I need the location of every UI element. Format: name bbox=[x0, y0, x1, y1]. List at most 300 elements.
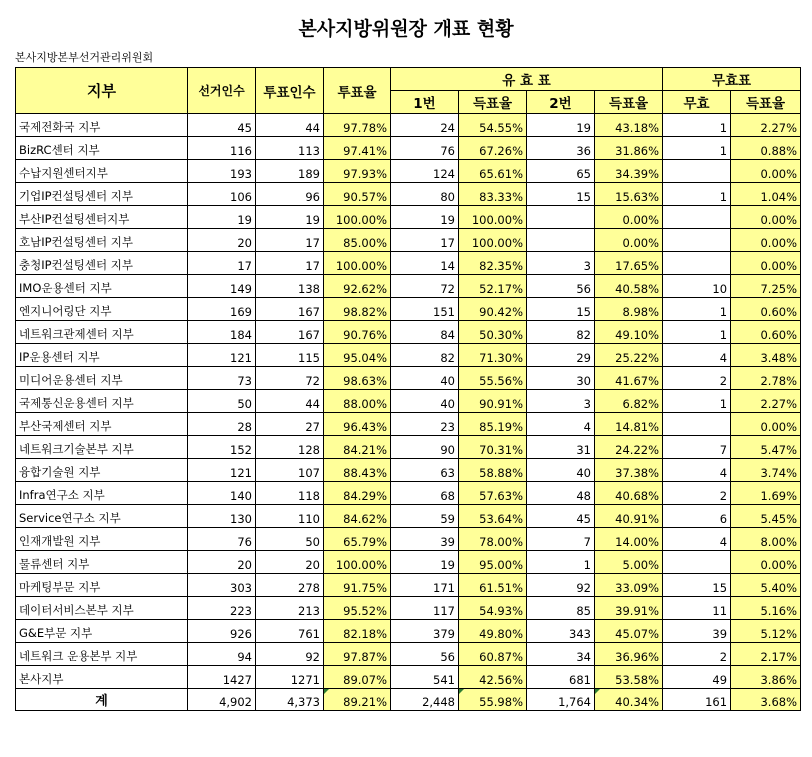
cell-electors: 28 bbox=[188, 413, 256, 436]
cell-invalid-count: 1 bbox=[663, 114, 731, 137]
cell-electors: 130 bbox=[188, 505, 256, 528]
cell-electors: 50 bbox=[188, 390, 256, 413]
table-row bbox=[16, 551, 801, 574]
cell-voters: 189 bbox=[256, 160, 324, 183]
table-row bbox=[16, 436, 801, 459]
cell-cand1: 56 bbox=[391, 643, 459, 666]
cell-cand1: 541 bbox=[391, 666, 459, 689]
cell-invalid-count: 1 bbox=[663, 137, 731, 160]
cell-rate1: 71.30% bbox=[459, 344, 527, 367]
cell-cand1: 40 bbox=[391, 367, 459, 390]
cell-rate1: 70.31% bbox=[459, 436, 527, 459]
table-row bbox=[16, 252, 801, 275]
cell-turnout: 90.57% bbox=[324, 183, 391, 206]
cell-turnout: 82.18% bbox=[324, 620, 391, 643]
cell-invalid-rate: 2.27% bbox=[731, 114, 801, 137]
cell-cand1: 80 bbox=[391, 183, 459, 206]
cell-invalid-rate: 5.16% bbox=[731, 597, 801, 620]
table-row bbox=[16, 344, 801, 367]
cell-turnout: 92.62% bbox=[324, 275, 391, 298]
cell-turnout: 100.00% bbox=[324, 551, 391, 574]
cell-rate2: 17.65% bbox=[595, 252, 663, 275]
cell-rate1: 95.00% bbox=[459, 551, 527, 574]
cell-turnout: 91.75% bbox=[324, 574, 391, 597]
cell-branch: IMO운용센터 지부 bbox=[16, 275, 188, 298]
cell-rate2: 37.38% bbox=[595, 459, 663, 482]
cell-rate2: 8.98% bbox=[595, 298, 663, 321]
cell-cand2 bbox=[527, 229, 595, 252]
total-invalid-count: 161 bbox=[663, 689, 731, 711]
header-turnout: 투표율 bbox=[324, 68, 391, 114]
cell-turnout: 96.43% bbox=[324, 413, 391, 436]
cell-turnout: 65.79% bbox=[324, 528, 391, 551]
cell-branch: 마케팅부문 지부 bbox=[16, 574, 188, 597]
cell-voters: 213 bbox=[256, 597, 324, 620]
table-row bbox=[16, 114, 801, 137]
page-subtitle: 본사지방본부선거관리위원회 bbox=[15, 51, 154, 64]
table-row bbox=[16, 597, 801, 620]
cell-rate2: 40.91% bbox=[595, 505, 663, 528]
cell-turnout: 100.00% bbox=[324, 206, 391, 229]
cell-turnout: 98.82% bbox=[324, 298, 391, 321]
table-row bbox=[16, 183, 801, 206]
cell-rate1: 85.19% bbox=[459, 413, 527, 436]
table-row bbox=[16, 413, 801, 436]
cell-cand2 bbox=[527, 206, 595, 229]
header-branch: 지부 bbox=[16, 68, 188, 114]
cell-electors: 149 bbox=[188, 275, 256, 298]
cell-invalid-rate: 5.12% bbox=[731, 620, 801, 643]
cell-voters: 17 bbox=[256, 252, 324, 275]
cell-cand1: 14 bbox=[391, 252, 459, 275]
vote-count-table bbox=[15, 67, 801, 711]
cell-invalid-count bbox=[663, 252, 731, 275]
cell-cand2: 1 bbox=[527, 551, 595, 574]
cell-cand1: 76 bbox=[391, 137, 459, 160]
cell-cand2: 7 bbox=[527, 528, 595, 551]
cell-branch: Infra연구소 지부 bbox=[16, 482, 188, 505]
cell-invalid-count bbox=[663, 413, 731, 436]
cell-voters: 167 bbox=[256, 298, 324, 321]
cell-invalid-count: 1 bbox=[663, 390, 731, 413]
cell-rate1: 55.56% bbox=[459, 367, 527, 390]
cell-cand1: 82 bbox=[391, 344, 459, 367]
cell-cand2: 82 bbox=[527, 321, 595, 344]
cell-invalid-count: 1 bbox=[663, 183, 731, 206]
cell-invalid-count: 1 bbox=[663, 298, 731, 321]
cell-branch: 네트워크기술본부 지부 bbox=[16, 436, 188, 459]
total-cand2: 1,764 bbox=[527, 689, 595, 711]
cell-voters: 761 bbox=[256, 620, 324, 643]
cell-cand1: 151 bbox=[391, 298, 459, 321]
cell-rate1: 52.17% bbox=[459, 275, 527, 298]
cell-cand1: 379 bbox=[391, 620, 459, 643]
cell-electors: 152 bbox=[188, 436, 256, 459]
cell-rate2: 24.22% bbox=[595, 436, 663, 459]
cell-electors: 169 bbox=[188, 298, 256, 321]
cell-electors: 121 bbox=[188, 459, 256, 482]
cell-invalid-count: 2 bbox=[663, 482, 731, 505]
cell-cand2: 29 bbox=[527, 344, 595, 367]
cell-rate2: 49.10% bbox=[595, 321, 663, 344]
cell-turnout: 97.93% bbox=[324, 160, 391, 183]
cell-branch: 호남IP컨설팅센터 지부 bbox=[16, 229, 188, 252]
table-row bbox=[16, 367, 801, 390]
cell-voters: 110 bbox=[256, 505, 324, 528]
cell-turnout: 97.78% bbox=[324, 114, 391, 137]
cell-invalid-rate: 7.25% bbox=[731, 275, 801, 298]
cell-electors: 76 bbox=[188, 528, 256, 551]
cell-electors: 20 bbox=[188, 551, 256, 574]
cell-invalid-rate: 3.48% bbox=[731, 344, 801, 367]
cell-cand2: 56 bbox=[527, 275, 595, 298]
cell-rate2: 25.22% bbox=[595, 344, 663, 367]
total-label: 계 bbox=[16, 689, 188, 711]
cell-cand1: 59 bbox=[391, 505, 459, 528]
cell-invalid-rate: 5.45% bbox=[731, 505, 801, 528]
cell-branch: 기업IP컨설팅센터 지부 bbox=[16, 183, 188, 206]
cell-voters: 92 bbox=[256, 643, 324, 666]
cell-voters: 27 bbox=[256, 413, 324, 436]
cell-rate2: 40.58% bbox=[595, 275, 663, 298]
cell-voters: 115 bbox=[256, 344, 324, 367]
cell-cand2: 92 bbox=[527, 574, 595, 597]
table-row bbox=[16, 482, 801, 505]
cell-rate1: 57.63% bbox=[459, 482, 527, 505]
cell-electors: 121 bbox=[188, 344, 256, 367]
cell-rate1: 82.35% bbox=[459, 252, 527, 275]
table-row bbox=[16, 275, 801, 298]
cell-cand1: 171 bbox=[391, 574, 459, 597]
cell-rate1: 42.56% bbox=[459, 666, 527, 689]
cell-rate1: 100.00% bbox=[459, 206, 527, 229]
total-rate1: 55.98% bbox=[459, 689, 527, 711]
cell-branch: 인재개발원 지부 bbox=[16, 528, 188, 551]
cell-invalid-count: 7 bbox=[663, 436, 731, 459]
cell-rate1: 61.51% bbox=[459, 574, 527, 597]
cell-rate2: 0.00% bbox=[595, 206, 663, 229]
cell-invalid-rate: 0.00% bbox=[731, 252, 801, 275]
cell-cand1: 84 bbox=[391, 321, 459, 344]
cell-invalid-rate: 3.74% bbox=[731, 459, 801, 482]
cell-rate1: 90.42% bbox=[459, 298, 527, 321]
cell-rate1: 50.30% bbox=[459, 321, 527, 344]
cell-branch: BizRC센터 지부 bbox=[16, 137, 188, 160]
cell-cand2: 36 bbox=[527, 137, 595, 160]
cell-turnout: 88.43% bbox=[324, 459, 391, 482]
cell-rate1: 60.87% bbox=[459, 643, 527, 666]
cell-branch: 국제통신운용센터 지부 bbox=[16, 390, 188, 413]
cell-invalid-rate: 0.00% bbox=[731, 206, 801, 229]
table-row bbox=[16, 137, 801, 160]
cell-invalid-count: 2 bbox=[663, 367, 731, 390]
cell-rate1: 78.00% bbox=[459, 528, 527, 551]
cell-invalid-count bbox=[663, 206, 731, 229]
cell-invalid-count bbox=[663, 160, 731, 183]
table-row bbox=[16, 298, 801, 321]
cell-rate1: 67.26% bbox=[459, 137, 527, 160]
cell-invalid-rate: 3.86% bbox=[731, 666, 801, 689]
cell-cand2: 3 bbox=[527, 252, 595, 275]
table-row bbox=[16, 459, 801, 482]
cell-invalid-rate: 0.00% bbox=[731, 229, 801, 252]
cell-branch: 본사지부 bbox=[16, 666, 188, 689]
header-rate1: 득표율 bbox=[459, 91, 527, 114]
cell-rate1: 54.93% bbox=[459, 597, 527, 620]
cell-electors: 223 bbox=[188, 597, 256, 620]
cell-rate2: 33.09% bbox=[595, 574, 663, 597]
cell-turnout: 84.62% bbox=[324, 505, 391, 528]
cell-cand1: 117 bbox=[391, 597, 459, 620]
total-invalid-rate: 3.68% bbox=[731, 689, 801, 711]
cell-invalid-count bbox=[663, 229, 731, 252]
cell-rate2: 43.18% bbox=[595, 114, 663, 137]
cell-turnout: 89.07% bbox=[324, 666, 391, 689]
cell-rate2: 36.96% bbox=[595, 643, 663, 666]
cell-invalid-rate: 8.00% bbox=[731, 528, 801, 551]
cell-turnout: 97.41% bbox=[324, 137, 391, 160]
cell-cand2: 31 bbox=[527, 436, 595, 459]
cell-branch: 수납지원센터지부 bbox=[16, 160, 188, 183]
header-invalid-count: 무효 bbox=[663, 91, 731, 114]
cell-cand2: 681 bbox=[527, 666, 595, 689]
cell-branch: 국제전화국 지부 bbox=[16, 114, 188, 137]
header-voters: 투표인수 bbox=[256, 68, 324, 114]
cell-invalid-count: 15 bbox=[663, 574, 731, 597]
cell-voters: 118 bbox=[256, 482, 324, 505]
cell-electors: 45 bbox=[188, 114, 256, 137]
cell-electors: 184 bbox=[188, 321, 256, 344]
table-row bbox=[16, 666, 801, 689]
cell-invalid-rate: 0.00% bbox=[731, 160, 801, 183]
cell-invalid-count: 4 bbox=[663, 459, 731, 482]
total-cand1: 2,448 bbox=[391, 689, 459, 711]
cell-cand1: 23 bbox=[391, 413, 459, 436]
cell-rate2: 14.00% bbox=[595, 528, 663, 551]
cell-invalid-count: 2 bbox=[663, 643, 731, 666]
cell-rate1: 100.00% bbox=[459, 229, 527, 252]
cell-cand2: 4 bbox=[527, 413, 595, 436]
cell-invalid-rate: 5.47% bbox=[731, 436, 801, 459]
cell-branch: 물류센터 지부 bbox=[16, 551, 188, 574]
cell-cand2: 15 bbox=[527, 183, 595, 206]
header-cand1: 1번 bbox=[391, 91, 459, 114]
cell-voters: 1271 bbox=[256, 666, 324, 689]
cell-cand2: 343 bbox=[527, 620, 595, 643]
cell-voters: 44 bbox=[256, 390, 324, 413]
cell-voters: 96 bbox=[256, 183, 324, 206]
cell-cand2: 30 bbox=[527, 367, 595, 390]
cell-branch: G&E부문 지부 bbox=[16, 620, 188, 643]
cell-cand1: 39 bbox=[391, 528, 459, 551]
table-row bbox=[16, 321, 801, 344]
cell-electors: 116 bbox=[188, 137, 256, 160]
cell-rate2: 5.00% bbox=[595, 551, 663, 574]
cell-invalid-rate: 1.04% bbox=[731, 183, 801, 206]
cell-invalid-rate: 0.88% bbox=[731, 137, 801, 160]
cell-branch: 융합기술원 지부 bbox=[16, 459, 188, 482]
cell-cand1: 40 bbox=[391, 390, 459, 413]
cell-electors: 73 bbox=[188, 367, 256, 390]
table-body bbox=[16, 114, 801, 689]
total-electors: 4,902 bbox=[188, 689, 256, 711]
table-row bbox=[16, 160, 801, 183]
cell-turnout: 97.87% bbox=[324, 643, 391, 666]
cell-electors: 303 bbox=[188, 574, 256, 597]
cell-cand1: 19 bbox=[391, 551, 459, 574]
cell-rate2: 34.39% bbox=[595, 160, 663, 183]
cell-rate1: 90.91% bbox=[459, 390, 527, 413]
cell-voters: 113 bbox=[256, 137, 324, 160]
cell-branch: Service연구소 지부 bbox=[16, 505, 188, 528]
cell-cand2: 85 bbox=[527, 597, 595, 620]
cell-rate2: 15.63% bbox=[595, 183, 663, 206]
cell-branch: 부산국제센터 지부 bbox=[16, 413, 188, 436]
cell-cand1: 17 bbox=[391, 229, 459, 252]
cell-cand2: 40 bbox=[527, 459, 595, 482]
cell-cand2: 48 bbox=[527, 482, 595, 505]
cell-voters: 17 bbox=[256, 229, 324, 252]
cell-cand1: 72 bbox=[391, 275, 459, 298]
cell-voters: 138 bbox=[256, 275, 324, 298]
cell-turnout: 98.63% bbox=[324, 367, 391, 390]
cell-invalid-count: 4 bbox=[663, 344, 731, 367]
cell-cand1: 24 bbox=[391, 114, 459, 137]
cell-invalid-count: 10 bbox=[663, 275, 731, 298]
cell-electors: 20 bbox=[188, 229, 256, 252]
cell-rate2: 45.07% bbox=[595, 620, 663, 643]
cell-electors: 106 bbox=[188, 183, 256, 206]
table-row bbox=[16, 505, 801, 528]
table-row bbox=[16, 620, 801, 643]
cell-cand2: 45 bbox=[527, 505, 595, 528]
total-turnout: 89.21% bbox=[324, 689, 391, 711]
header-valid: 유 효 표 bbox=[391, 68, 663, 91]
header-invalid: 무효표 bbox=[663, 68, 801, 91]
cell-invalid-rate: 2.78% bbox=[731, 367, 801, 390]
cell-turnout: 90.76% bbox=[324, 321, 391, 344]
cell-cand2: 65 bbox=[527, 160, 595, 183]
cell-invalid-rate: 0.60% bbox=[731, 321, 801, 344]
total-rate2: 40.34% bbox=[595, 689, 663, 711]
cell-electors: 94 bbox=[188, 643, 256, 666]
cell-invalid-rate: 0.00% bbox=[731, 413, 801, 436]
cell-electors: 140 bbox=[188, 482, 256, 505]
cell-rate2: 0.00% bbox=[595, 229, 663, 252]
cell-voters: 19 bbox=[256, 206, 324, 229]
cell-branch: 네트워크 운용본부 지부 bbox=[16, 643, 188, 666]
cell-branch: 충청IP컨설팅센터 지부 bbox=[16, 252, 188, 275]
cell-cand1: 90 bbox=[391, 436, 459, 459]
cell-electors: 19 bbox=[188, 206, 256, 229]
table-row bbox=[16, 229, 801, 252]
cell-cand2: 3 bbox=[527, 390, 595, 413]
cell-turnout: 85.00% bbox=[324, 229, 391, 252]
header-rate2: 득표율 bbox=[595, 91, 663, 114]
cell-rate2: 41.67% bbox=[595, 367, 663, 390]
cell-rate1: 65.61% bbox=[459, 160, 527, 183]
cell-cand1: 68 bbox=[391, 482, 459, 505]
cell-rate2: 14.81% bbox=[595, 413, 663, 436]
cell-electors: 193 bbox=[188, 160, 256, 183]
table-row bbox=[16, 574, 801, 597]
cell-voters: 50 bbox=[256, 528, 324, 551]
header-electors: 선거인수 bbox=[188, 68, 256, 114]
cell-invalid-rate: 5.40% bbox=[731, 574, 801, 597]
cell-voters: 107 bbox=[256, 459, 324, 482]
cell-cand1: 63 bbox=[391, 459, 459, 482]
cell-invalid-count: 6 bbox=[663, 505, 731, 528]
cell-rate2: 31.86% bbox=[595, 137, 663, 160]
cell-turnout: 100.00% bbox=[324, 252, 391, 275]
cell-invalid-count: 1 bbox=[663, 321, 731, 344]
cell-branch: 미디어운용센터 지부 bbox=[16, 367, 188, 390]
cell-branch: IP운용센터 지부 bbox=[16, 344, 188, 367]
total-voters: 4,373 bbox=[256, 689, 324, 711]
cell-turnout: 95.52% bbox=[324, 597, 391, 620]
header-invalid-rate: 득표율 bbox=[731, 91, 801, 114]
cell-turnout: 95.04% bbox=[324, 344, 391, 367]
cell-invalid-rate: 0.00% bbox=[731, 551, 801, 574]
cell-voters: 20 bbox=[256, 551, 324, 574]
cell-voters: 72 bbox=[256, 367, 324, 390]
cell-rate2: 39.91% bbox=[595, 597, 663, 620]
table-row bbox=[16, 643, 801, 666]
cell-branch: 데이터서비스본부 지부 bbox=[16, 597, 188, 620]
page-title: 본사지방위원장 개표 현황 bbox=[298, 18, 514, 40]
cell-branch: 엔지니어링단 지부 bbox=[16, 298, 188, 321]
cell-invalid-count: 11 bbox=[663, 597, 731, 620]
cell-turnout: 88.00% bbox=[324, 390, 391, 413]
cell-turnout: 84.29% bbox=[324, 482, 391, 505]
cell-electors: 926 bbox=[188, 620, 256, 643]
cell-turnout: 84.21% bbox=[324, 436, 391, 459]
cell-rate1: 83.33% bbox=[459, 183, 527, 206]
cell-electors: 17 bbox=[188, 252, 256, 275]
cell-invalid-count: 39 bbox=[663, 620, 731, 643]
cell-rate1: 53.64% bbox=[459, 505, 527, 528]
table-row bbox=[16, 390, 801, 413]
cell-voters: 128 bbox=[256, 436, 324, 459]
cell-invalid-rate: 1.69% bbox=[731, 482, 801, 505]
cell-cand2: 19 bbox=[527, 114, 595, 137]
cell-rate1: 58.88% bbox=[459, 459, 527, 482]
cell-rate1: 54.55% bbox=[459, 114, 527, 137]
cell-invalid-rate: 2.17% bbox=[731, 643, 801, 666]
cell-cand1: 19 bbox=[391, 206, 459, 229]
cell-invalid-count bbox=[663, 551, 731, 574]
cell-rate2: 6.82% bbox=[595, 390, 663, 413]
cell-electors: 1427 bbox=[188, 666, 256, 689]
cell-cand1: 124 bbox=[391, 160, 459, 183]
cell-voters: 278 bbox=[256, 574, 324, 597]
cell-cand2: 34 bbox=[527, 643, 595, 666]
cell-voters: 44 bbox=[256, 114, 324, 137]
cell-invalid-count: 4 bbox=[663, 528, 731, 551]
cell-rate1: 49.80% bbox=[459, 620, 527, 643]
cell-branch: 부산IP컨설팅센터지부 bbox=[16, 206, 188, 229]
cell-branch: 네트워크관제센터 지부 bbox=[16, 321, 188, 344]
cell-rate2: 40.68% bbox=[595, 482, 663, 505]
cell-cand2: 15 bbox=[527, 298, 595, 321]
cell-invalid-rate: 2.27% bbox=[731, 390, 801, 413]
cell-rate2: 53.58% bbox=[595, 666, 663, 689]
table-row bbox=[16, 528, 801, 551]
total-row bbox=[16, 689, 801, 711]
cell-invalid-count: 49 bbox=[663, 666, 731, 689]
header-cand2: 2번 bbox=[527, 91, 595, 114]
table-row bbox=[16, 206, 801, 229]
